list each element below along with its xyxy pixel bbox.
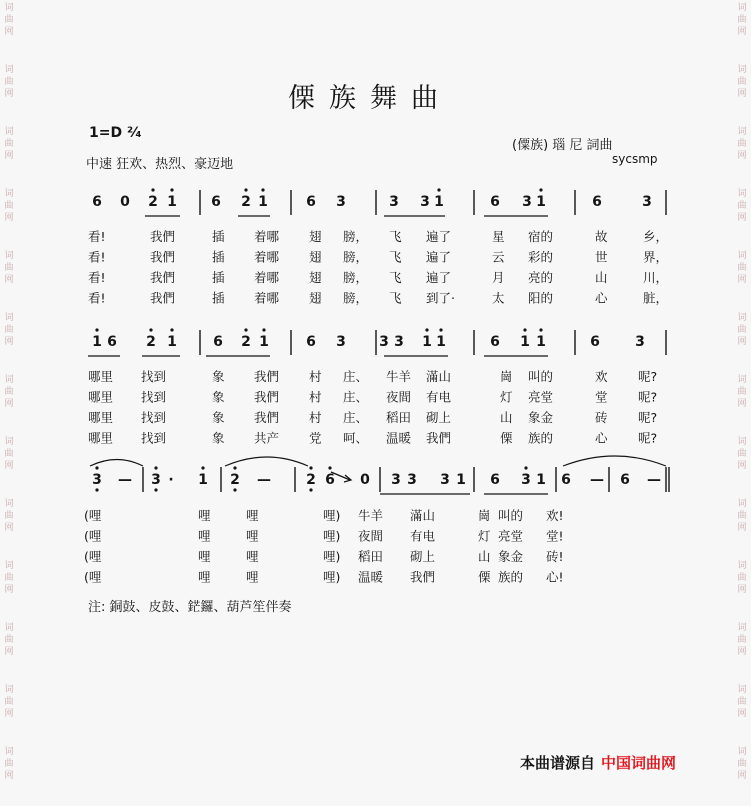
lyric-word: 遍了 — [426, 229, 452, 244]
octave-dot-below — [233, 488, 236, 491]
lyric-word: 稻田 — [358, 549, 384, 564]
octave-dot-above — [539, 328, 542, 331]
watermark-text: 词 曲 网 — [737, 623, 747, 657]
lyric-word: 心 — [595, 290, 608, 306]
lyric-word: 心! — [546, 569, 564, 585]
note-digit: 6 — [561, 472, 571, 488]
note-digit: 1 — [536, 334, 546, 350]
lyric-word: 村 — [309, 410, 322, 425]
octave-dot-above — [201, 466, 204, 469]
lyric-word: 飞 — [389, 270, 402, 285]
lyric-word: 世 — [595, 249, 608, 265]
note-digit: 3 — [642, 194, 652, 210]
octave-dot-above — [523, 328, 526, 331]
lyric-word: 我們 — [150, 290, 176, 306]
lyric-word: 呢? — [638, 369, 658, 384]
lyric-word: 着哪 — [254, 249, 280, 265]
lyric-word: 宿的 — [528, 229, 554, 244]
lyric-word: 温暖 — [358, 569, 384, 585]
note-digit: 3 — [336, 334, 346, 350]
lyric-word: 庄、 — [343, 389, 369, 405]
lyric-word: 哩 — [198, 549, 211, 564]
octave-dot-above — [328, 466, 331, 469]
note-digit: 3 — [407, 472, 417, 488]
note-digit: 1 — [456, 472, 466, 488]
lyric-word: 党 — [309, 430, 322, 446]
note-digit: 1 — [198, 472, 208, 488]
note-digit: 2 — [241, 334, 251, 350]
note-digit: 6 — [306, 194, 316, 210]
lyric-word: 我們 — [150, 229, 176, 244]
watermark-text: 词 曲 网 — [737, 313, 747, 347]
lyric-word: 亮的 — [528, 270, 554, 285]
lyric-word: 膀， — [343, 270, 369, 285]
note-digit: 6 — [211, 194, 221, 210]
lyric-word: 象金 — [528, 410, 554, 425]
note-digit: 3 — [420, 194, 430, 210]
note-digit: 6 — [306, 334, 316, 350]
lyric-word: 哩 — [198, 508, 211, 523]
lyric-word: 插 — [212, 229, 225, 244]
watermark-text: 词 曲 网 — [4, 313, 14, 347]
key-signature: 1=D ²⁄₄ — [89, 125, 142, 141]
note-digit: 3 — [336, 194, 346, 210]
lyric-word: 云 — [492, 249, 505, 265]
lyric-word: 翅 — [309, 249, 322, 265]
lyric-word: 叫的 — [498, 508, 524, 523]
note-digit: 6 — [107, 334, 117, 350]
lyric-word: 膀， — [343, 249, 369, 265]
octave-dot-above — [439, 328, 442, 331]
lyric-word: (哩 — [84, 528, 102, 544]
lyric-word: 共产 — [254, 430, 280, 446]
note-digit: 3 — [635, 334, 645, 350]
octave-dot-above — [95, 328, 98, 331]
lyric-word: 飞 — [389, 249, 402, 265]
note-digit: 1 — [434, 194, 444, 210]
note-digit: 6 — [92, 194, 102, 210]
lyric-word: 夜間 — [386, 389, 412, 405]
lyric-word: 飞 — [389, 229, 402, 244]
note-digit: 1 — [422, 334, 432, 350]
lyric-word: 傈 — [478, 569, 491, 585]
lyric-word: 稻田 — [386, 410, 412, 425]
watermark-text: 词 曲 网 — [4, 747, 14, 781]
note-digit: — — [118, 472, 132, 488]
lyric-word: 哩) — [323, 549, 341, 564]
watermark-text: 词 曲 网 — [4, 189, 14, 223]
source-footer — [520, 752, 676, 773]
lyric-word: 呵、 — [343, 430, 369, 446]
octave-dot-above — [309, 466, 312, 469]
lyric-word: 哩) — [323, 508, 341, 523]
watermark-text: 词 曲 网 — [4, 65, 14, 99]
lyric-word: 看! — [88, 249, 106, 265]
lyric-word: 看! — [88, 270, 106, 285]
note-digit: — — [590, 472, 604, 488]
watermark-text: 词 曲 网 — [737, 375, 747, 409]
lyric-word: 哩 — [198, 528, 211, 544]
note-digit: 0 — [360, 472, 370, 488]
watermark-text: 词 曲 网 — [4, 685, 14, 719]
lyric-word: (哩 — [84, 569, 102, 585]
note-digit: 6 — [620, 472, 630, 488]
octave-dot-below — [309, 488, 312, 491]
watermark-text: 词 曲 网 — [737, 685, 747, 719]
octave-dot-above — [524, 466, 527, 469]
watermark-text: 词 曲 网 — [737, 251, 747, 285]
lyric-word: 呢? — [638, 389, 658, 405]
watermark-text: 词 曲 网 — [737, 747, 747, 781]
lyric-word: 哩 — [246, 569, 259, 585]
note-digit: 6 — [592, 194, 602, 210]
note-digit: — — [257, 472, 271, 488]
lyric-word: 到了· — [426, 290, 455, 306]
octave-dot-above — [437, 188, 440, 191]
watermark-text: 词 曲 网 — [4, 499, 14, 533]
lyric-word: 牛羊 — [358, 508, 384, 523]
lyric-word: 山 — [595, 270, 608, 285]
octave-dot-above — [95, 466, 98, 469]
lyric-word: 太 — [492, 290, 505, 306]
footer-site-link[interactable]: 中国词曲网 — [601, 754, 677, 772]
octave-dot-above — [261, 188, 264, 191]
octave-dot-above — [244, 328, 247, 331]
lyric-word: 翅 — [309, 270, 322, 285]
note-digit: 1 — [536, 194, 546, 210]
lyric-word: 我們 — [254, 410, 280, 425]
note-digit: 6 — [325, 472, 335, 488]
lyric-word: 欢 — [595, 369, 608, 384]
note-digit: 1 — [167, 334, 177, 350]
lyric-word: 我們 — [150, 249, 176, 265]
watermark-text: 词 曲 网 — [737, 127, 747, 161]
lyric-word: 庄、 — [343, 410, 369, 425]
footer-prefix: 本曲谱源自 — [520, 754, 596, 772]
lyric-word: 叫的 — [528, 369, 554, 384]
lyric-word: 族的 — [528, 430, 554, 446]
lyric-word: 找到 — [141, 430, 167, 446]
lyric-word: 膀， — [343, 290, 369, 306]
note-digit: 0 — [120, 194, 130, 210]
lyric-word: 翅 — [309, 229, 322, 244]
lyric-word: 象 — [212, 430, 225, 446]
lyric-word: 膀， — [343, 229, 369, 244]
lyric-word: 山 — [478, 549, 491, 564]
lyric-word: 象 — [212, 410, 225, 425]
note-digit: 1 — [536, 472, 546, 488]
octave-dot-above — [262, 328, 265, 331]
octave-dot-above — [170, 188, 173, 191]
octave-dot-above — [425, 328, 428, 331]
lyric-word: 看! — [88, 229, 106, 244]
lyric-word: 灯 — [500, 389, 513, 405]
lyric-word: 族的 — [498, 569, 524, 585]
slur-mark — [563, 456, 666, 466]
lyric-word: 插 — [212, 249, 225, 265]
lyric-word: 哩) — [323, 528, 341, 544]
note-digit: 3 — [379, 334, 389, 350]
octave-dot-above — [170, 328, 173, 331]
lyric-word: 堂 — [595, 389, 608, 405]
watermark-text: 词 曲 网 — [737, 561, 747, 595]
watermark-text: 词 曲 网 — [737, 499, 747, 533]
octave-dot-above — [149, 328, 152, 331]
lyric-word: 象 — [212, 369, 225, 384]
lyric-word: 庄、 — [343, 369, 369, 384]
lyric-word: 月 — [492, 270, 505, 285]
watermark-text: 词 曲 网 — [737, 65, 747, 99]
song-credit: (僳族) 瑙 尼 詞曲 — [512, 138, 613, 153]
lyric-word: 哪里 — [88, 430, 114, 446]
note-digit: 1 — [167, 194, 177, 210]
lyric-word: 心 — [595, 430, 608, 446]
watermark-text: 词 曲 网 — [737, 437, 747, 471]
lyric-word: 我們 — [150, 270, 176, 285]
note-digit: 2 — [306, 472, 316, 488]
lyric-word: 村 — [309, 389, 322, 405]
note-digit: 3 — [92, 472, 102, 488]
lyric-word: 着哪 — [254, 270, 280, 285]
note-digit: 3 — [521, 472, 531, 488]
watermark-text: 词 曲 网 — [737, 189, 747, 223]
lyric-word: 脏， — [643, 290, 669, 306]
watermark-text: 词 曲 网 — [4, 251, 14, 285]
lyric-word: 哪里 — [88, 410, 114, 425]
note-digit: 2 — [146, 334, 156, 350]
lyric-word: 彩的 — [528, 249, 554, 265]
watermark-text: 词 曲 网 — [4, 437, 14, 471]
watermark-text: 词 曲 网 — [737, 3, 747, 37]
lyric-word: 滿山 — [426, 369, 452, 384]
lyric-word: 插 — [212, 290, 225, 306]
tempo-marking: 中速 狂欢、热烈、豪迈地 — [86, 157, 234, 172]
octave-dot-above — [244, 188, 247, 191]
lyric-word: 翅 — [309, 290, 322, 306]
lyric-word: 找到 — [141, 389, 167, 405]
lyric-word: 傈 — [500, 430, 513, 446]
lyric-word: 崗 — [500, 369, 513, 384]
lyric-word: 哩 — [246, 549, 259, 564]
lyric-word: 遍了 — [426, 249, 452, 265]
note-digit: 2 — [230, 472, 240, 488]
lyric-word: 找到 — [141, 369, 167, 384]
lyric-word: 有电 — [426, 389, 452, 405]
lyric-word: 象金 — [498, 549, 524, 564]
octave-dot-below — [154, 488, 157, 491]
lyric-word: 我們 — [254, 389, 280, 405]
lyric-word: 亮堂 — [528, 389, 554, 405]
lyric-word: 哩 — [246, 508, 259, 523]
watermark-text: 词 曲 网 — [4, 623, 14, 657]
lyric-word: 村 — [309, 369, 322, 384]
octave-dot-above — [154, 466, 157, 469]
note-digit: 1 — [259, 334, 269, 350]
note-digit: — — [647, 472, 661, 488]
watermark-text: 词 曲 网 — [4, 561, 14, 595]
lyric-word: 找到 — [141, 410, 167, 425]
lyric-word: 我們 — [254, 369, 280, 384]
lyric-word: 我們 — [426, 430, 452, 446]
note-digit: 2 — [148, 194, 158, 210]
lyric-word: 山 — [500, 410, 513, 425]
lyric-word: 阳的 — [528, 290, 554, 306]
lyric-word: 温暖 — [386, 430, 412, 446]
note-digit: 6 — [490, 194, 500, 210]
lyric-word: 崗 — [478, 508, 491, 523]
note-digit: · — [168, 472, 174, 488]
octave-dot-above — [233, 466, 236, 469]
lyric-word: 呢? — [638, 410, 658, 425]
watermark-text: 词 曲 网 — [4, 3, 14, 37]
lyric-word: 我們 — [410, 569, 436, 585]
lyric-word: 夜間 — [358, 528, 384, 544]
lyric-word: 砌上 — [426, 410, 452, 425]
lyric-word: 星 — [492, 229, 505, 244]
note-digit: 3 — [389, 194, 399, 210]
watermark-text: 词 曲 网 — [4, 127, 14, 161]
lyric-word: 砖! — [546, 549, 564, 564]
note-digit: 3 — [522, 194, 532, 210]
note-digit: 1 — [436, 334, 446, 350]
lyric-word: 遍了 — [426, 270, 452, 285]
song-title: 傈族舞曲 — [288, 83, 452, 114]
lyric-word: 故 — [595, 229, 608, 244]
lyric-word: 乡， — [643, 229, 669, 244]
octave-dot-above — [539, 188, 542, 191]
lyric-word: 看! — [88, 290, 106, 306]
lyric-word: 界， — [643, 249, 669, 265]
note-digit: 6 — [590, 334, 600, 350]
note-digit: 1 — [258, 194, 268, 210]
lyric-word: 哩) — [323, 569, 341, 585]
instrument-note: 注: 銅鼓、皮鼓、鋩鑼、葫芦笙伴奏 — [88, 600, 292, 615]
lyric-word: 哪里 — [88, 389, 114, 405]
slur-mark — [225, 457, 308, 466]
note-digit: 6 — [490, 334, 500, 350]
lyric-word: 飞 — [389, 290, 402, 306]
note-digit: 3 — [394, 334, 404, 350]
lyric-word: 砖 — [595, 410, 608, 425]
lyric-word: 哩 — [198, 569, 211, 585]
note-digit: 3 — [440, 472, 450, 488]
slur-mark — [90, 460, 143, 467]
octave-dot-below — [95, 488, 98, 491]
note-digit: 6 — [213, 334, 223, 350]
lyric-word: 哪里 — [88, 369, 114, 384]
credit-user: sycsmp — [612, 152, 658, 166]
lyric-word: 象 — [212, 389, 225, 405]
note-digit: 3 — [391, 472, 401, 488]
note-digit: 3 — [151, 472, 161, 488]
lyric-word: 牛羊 — [386, 369, 412, 384]
lyric-word: 川， — [643, 270, 669, 285]
lyric-word: (哩 — [84, 508, 102, 523]
lyric-word: 滿山 — [410, 508, 436, 523]
lyric-word: 着哪 — [254, 290, 280, 306]
note-digit: 1 — [520, 334, 530, 350]
lyric-word: 亮堂 — [498, 528, 524, 544]
watermark-text: 词 曲 网 — [4, 375, 14, 409]
octave-dot-above — [151, 188, 154, 191]
lyric-word: 哩 — [246, 528, 259, 544]
lyric-word: 堂! — [546, 528, 564, 544]
lyric-word: 砌上 — [410, 549, 436, 564]
lyric-word: 欢! — [546, 508, 564, 523]
lyric-word: 着哪 — [254, 229, 280, 244]
note-digit: 2 — [241, 194, 251, 210]
note-digit: 1 — [92, 334, 102, 350]
lyric-word: 呢? — [638, 430, 658, 446]
lyric-word: 有电 — [410, 528, 436, 544]
lyric-word: 灯 — [478, 528, 491, 544]
lyric-word: (哩 — [84, 549, 102, 564]
note-digit: 6 — [490, 472, 500, 488]
lyric-word: 插 — [212, 270, 225, 285]
